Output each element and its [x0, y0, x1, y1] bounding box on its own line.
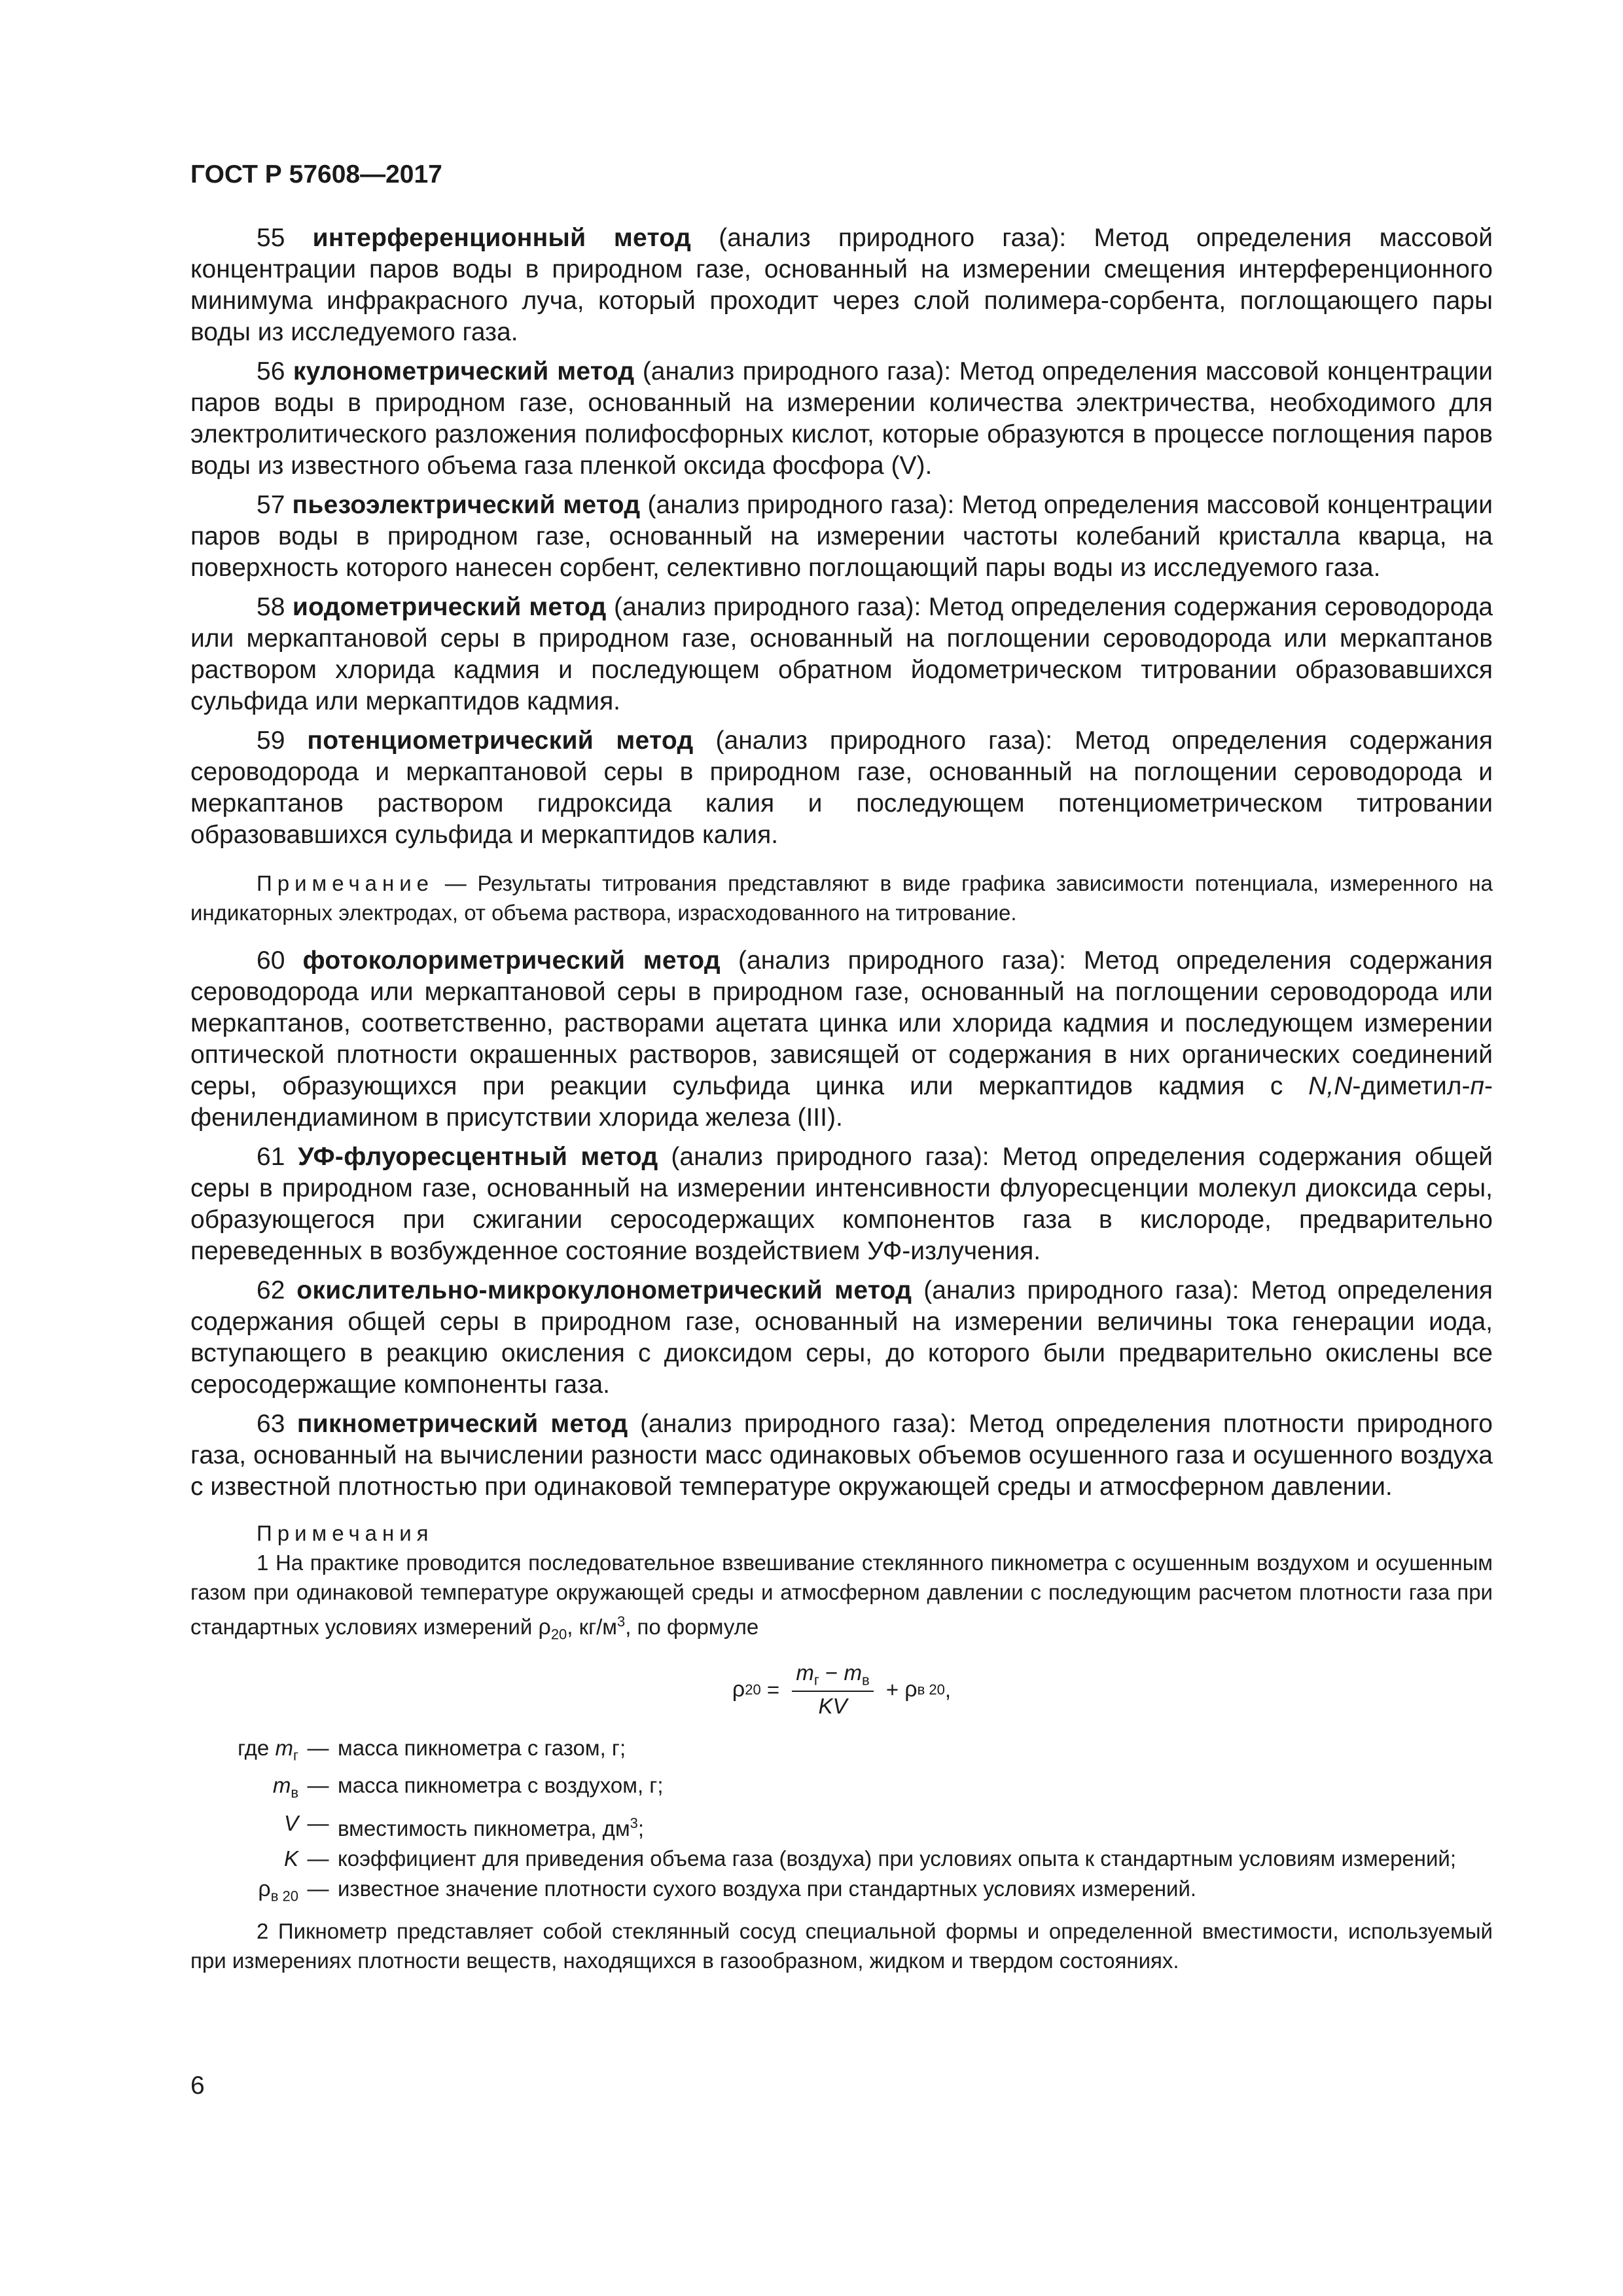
term-number: 60	[257, 946, 285, 975]
term-57	[190, 490, 1493, 584]
where-prefix: где	[238, 1735, 276, 1760]
term-definition: (анализ природного газа): Метод определения содержания общей серы в природном газе, основанный на измерении величины тока генерации иода, вступающего в реакцию окисления с диоксидом серы, до которого были предварительно окислены все серосодержащие компоненты газа.	[190, 1276, 1493, 1399]
term-number: 56	[257, 357, 285, 386]
where-row-k	[190, 1844, 1493, 1874]
where-description	[338, 1808, 1493, 1844]
term-number: 55	[257, 224, 285, 252]
formula-denominator: KV	[818, 1694, 847, 1719]
term-number: 58	[257, 593, 285, 621]
term-name: окислительно-микрокулонометрический метод	[296, 1276, 912, 1304]
note-label: Примечание	[257, 871, 435, 895]
term-name: потенциометрический метод	[307, 726, 694, 755]
term-definition-cont: -диметил-	[1352, 1072, 1471, 1100]
term-name: кулонометрический метод	[293, 357, 635, 386]
where-row-rho	[190, 1874, 1493, 1912]
term-definition: (анализ природного газа): Метод определения содержания общей серы в природном газе, основанный на измерении интенсивности флуоресценции молекул диоксида серы, образующегося при сжигании серосодержащих компонентов газа в кислороде, предварительно переведенных в возбужденное состояние воздействием УФ-излучения.	[190, 1143, 1493, 1265]
symbol-sub: в 20	[270, 1888, 298, 1905]
term-definition: (анализ природного газа): Метод определения массовой концентрации паров воды в природном газе, основанный на измерении количества электричества, необходимого для электролитического разложения полифосфорных кислот, которые образуются в процессе поглощения паров воды из известного объема газа пленкой оксида фосфора (V).	[190, 357, 1493, 480]
formula-comma: ,	[944, 1677, 952, 1702]
m-air: m	[844, 1660, 862, 1685]
rho-subscript: 20	[550, 1626, 567, 1643]
volume-desc: вместимость пикнометра, дм	[338, 1816, 630, 1840]
formula-lhs-sub: 20	[745, 1681, 761, 1698]
where-symbol	[190, 1844, 298, 1874]
formula-rhs: ρ	[904, 1677, 918, 1702]
where-description: масса пикнометра с газом, г;	[338, 1735, 626, 1760]
rho-symbol: ρ	[538, 1615, 551, 1640]
note-1	[190, 1548, 1493, 1649]
term-60	[190, 945, 1493, 1134]
term-name: иодометрический метод	[292, 593, 607, 621]
document-header: ГОСТ Р 57608—2017	[190, 160, 442, 188]
note-59	[190, 869, 1493, 927]
where-row-mg	[190, 1733, 1493, 1771]
m-air-sub: в	[861, 1672, 870, 1689]
term-63	[190, 1408, 1493, 1503]
where-list	[190, 1733, 1493, 1912]
where-dash: —	[307, 1773, 329, 1798]
density-formula	[190, 1659, 1493, 1721]
formula-fraction	[792, 1660, 873, 1719]
where-description: известное значение плотности сухого воздуха при стандартных условиях измерений.	[338, 1876, 1197, 1901]
symbol-k: K	[283, 1846, 298, 1871]
term-definition: (анализ природного газа): Метод определения плотности природного газа, основанный на вычислении разности масс одинаковых объемов осушенного газа и осушенного воздуха с известной плотностью при одинаковой температуре окружающей среды и атмосферном давлении.	[190, 1410, 1493, 1501]
symbol-m: m	[275, 1735, 293, 1760]
italic-nn: N,N	[1308, 1072, 1353, 1100]
symbol-m: m	[272, 1773, 291, 1798]
notes-heading: Примечания	[257, 1521, 434, 1545]
note-1-text: 1 На практике проводится последовательное взвешивание стеклянного пикнометра с осушенным воздухом и осушенным газом при одинаковой температуре окружающей среды и атмосферном давлении с последующим расчетом плотности газа при стандартных условиях измерений	[190, 1551, 1493, 1639]
formula-lhs: ρ	[732, 1677, 745, 1702]
where-description: масса пикнометра с воздухом, г;	[338, 1773, 664, 1798]
note-2: 2 Пикнометр представляет собой стеклянный сосуд специальной формы и определенной вместимости, используемый при измерениях плотности веществ, находящихся в газообразном, жидком и твердом состояниях.	[190, 1919, 1493, 1973]
term-definition: (анализ природного газа): Метод определения массовой концентрации паров воды в природном газе, основанный на измерении частоты колебаний кристалла кварца, на поверхность которого нанесен сорбент, селективно поглощающий пары воды из исследуемого газа.	[190, 491, 1493, 582]
term-number: 59	[257, 726, 285, 755]
formula-rhs-sub: в 20	[917, 1681, 945, 1698]
symbol-v: V	[283, 1810, 298, 1835]
italic-p: п	[1470, 1072, 1484, 1100]
term-number: 61	[257, 1143, 285, 1171]
where-dash: —	[307, 1735, 329, 1760]
formula-numerator	[792, 1660, 873, 1693]
term-definition: (анализ природного газа): Метод определения содержания сероводорода и меркаптановой серы в природном газе, основанный на поглощении сероводорода и меркаптанов раствором гидроксида калия и последующем потенциометрическом титровании образовавшихся сульфида и меркаптидов калия.	[190, 726, 1493, 849]
term-55	[190, 223, 1493, 348]
where-symbol	[190, 1770, 298, 1808]
volume-unit-sup: 3	[630, 1814, 638, 1831]
where-dash: —	[307, 1810, 329, 1835]
where-dash: —	[307, 1876, 329, 1901]
page-number: 6	[190, 2072, 205, 2100]
symbol-sub: в	[291, 1784, 298, 1801]
where-row-mv	[190, 1770, 1493, 1808]
term-definition: (анализ природного газа): Метод определения содержания сероводорода или меркаптановой серы в природном газе, основанный на поглощении сероводорода или меркаптанов, соответственно, растворами ацетата цинка или хлорида кадмия и последующем измерении оптической плотности окрашенных растворов, зависящей от содержания в них органических соединений серы, образующихся при реакции сульфида цинка или меркаптидов кадмия с	[190, 946, 1493, 1100]
term-definition: (анализ природного газа): Метод определения массовой концентрации паров воды в природном газе, основанный на измерении смещения интерференционного минимума инфракрасного луча, который проходит через слой полимера-сорбента, поглощающего пары воды из исследуемого газа.	[190, 224, 1493, 346]
where-symbol	[190, 1874, 298, 1912]
term-name: интерференционный метод	[312, 224, 692, 252]
term-name: фотоколориметрический метод	[302, 946, 721, 975]
document-body	[190, 223, 1493, 1975]
formula-plus: +	[880, 1677, 905, 1702]
volume-desc-tail: ;	[637, 1816, 645, 1840]
term-59	[190, 725, 1493, 851]
where-symbol	[190, 1808, 298, 1839]
where-symbol	[190, 1733, 298, 1771]
term-58	[190, 592, 1493, 717]
m-gas: m	[796, 1660, 814, 1685]
term-number: 57	[257, 491, 285, 519]
term-name: пьезоэлектрический метод	[292, 491, 641, 519]
where-dash: —	[307, 1846, 329, 1871]
where-row-v	[190, 1808, 1493, 1844]
term-number: 62	[257, 1276, 285, 1304]
symbol-rho: ρ	[258, 1876, 271, 1901]
term-definition-end: -фенилендиамином в присутствии хлорида железа (III).	[190, 1072, 1493, 1132]
symbol-sub: г	[293, 1747, 298, 1764]
term-61	[190, 1141, 1493, 1267]
note-1-tail: , по формуле	[625, 1615, 759, 1639]
note-text: — Результаты титрования представляют в виде графика зависимости потенциала, измеренного на индикаторных электродах, от объема раствора, израсходованного на титрование.	[190, 871, 1493, 925]
term-definition: (анализ природного газа): Метод определения содержания сероводорода или меркаптановой серы в природном газе, основанный на поглощении сероводорода или меркаптанов раствором хлорида кадмия и последующем обратном йодометрическом титровании образовавшихся сульфида или меркаптидов кадмия.	[190, 593, 1493, 715]
term-62	[190, 1275, 1493, 1401]
m-gas-sub: г	[813, 1672, 819, 1689]
where-description: коэффициент для приведения объема газа (воздуха) при условиях опыта к стандартным условиям измерений;	[338, 1846, 1457, 1871]
term-number: 63	[257, 1410, 285, 1438]
term-name: пикнометрический метод	[296, 1410, 628, 1438]
formula-minus: −	[819, 1660, 844, 1685]
term-name: УФ-флуоресцентный метод	[298, 1143, 658, 1171]
term-56	[190, 356, 1493, 482]
formula-equals: =	[760, 1677, 786, 1702]
unit-superscript: 3	[616, 1613, 626, 1630]
unit-text: , кг/м	[567, 1615, 617, 1639]
